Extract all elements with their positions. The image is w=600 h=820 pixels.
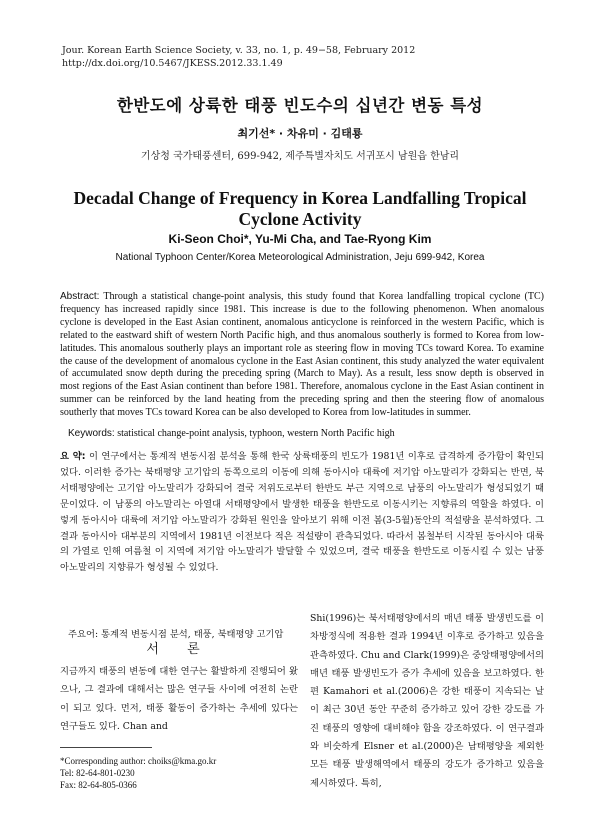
footnote [60,755,216,792]
english-title: Decadal Change of Frequency in Korea Landfalling Tropical Cyclone Activity [73,188,527,229]
intro-left-column: 지금까지 태풍의 변동에 대한 연구는 활발하게 진행되어 왔으나, 그 결과에 대해서는 많은 연구들 사이에 여전히 논란이 되고 있다. 먼저, 태풍 활동이 증가하는 추세에 있다는 연구들도 있다. Chan and [60,666,298,732]
journal-citation: Jour. Korean Earth Science Society, v. 33, no. 1, p. 49−58, February 2012 [62,45,416,56]
korean-keywords-text: 통계적 변동시점 분석, 태풍, 북태평양 고기압 [101,629,284,640]
telephone: Tel: 82-64-801-0230 [60,768,135,779]
fax: Fax: 82-64-805-0366 [60,780,137,791]
english-authors: Ki-Seon Choi*, Yu-Mi Cha, and Tae-Ryong Kim [168,232,432,246]
korean-affiliation: 기상청 국가태풍센터, 699-942, 제주특별자치도 서귀포시 남원읍 한남리 [140,151,460,162]
keywords [68,428,544,439]
keywords-label: Keywords: [68,428,115,439]
doi-link[interactable]: http://dx.doi.org/10.5467/JKESS.2012.33.1.49 [62,58,283,69]
abstract [60,291,544,420]
korean-keywords-label: 주요어: [68,629,99,640]
korean-abstract [60,449,544,576]
intro-right-column: Shi(1996)는 북서태평양에서의 매년 태풍 발생빈도를 이차방정식에 적용한 결과 1994년 이후로 증가하고 있음을 관측하였다. Chu and Clark(1999)은 중앙태평양에서의 매년 태풍 발생빈도가 증가 추세에 있음을 보고하였다. 한편 Kamahori et al.(2006)은 강한 태풍이 지속되는 날이 최근 30년 동안 꾸준히 증가하고 있어 강한 강도를 가진 태풍의 영향에 대비해야 함을 강조하였다. 이 연구결과와 비슷하게 Elsner et al.(2000)은 남태평양을 제외한 모든 태풍 발생해역에서 태풍의 강도가 증가하고 있음을 제시하였다. 특히, [310,613,544,789]
korean-abstract-label: 요 약: [60,451,86,462]
english-affiliation: National Typhoon Center/Korea Meteorological Administration, Jeju 699-942, Korea [115,252,485,263]
abstract-label: Abstract: [60,291,100,302]
korean-title: 한반도에 상륙한 태풍 빈도수의 십년간 변동 특성 [116,96,484,115]
abstract-text: Through a statistical change-point analysis, this study found that Korea landfalling tropical cyclone (TC) frequency has increased rapidly since 1981. This increase is due to the following phenomenon. When anomalous cyclone is developed in the East Asian continent, anomalous anticyclone is reinforced in the western Pacific, which is related to the eastward shift of western North Pacific high, and thus anomalous southerly is formed to Korea from low-latitudes. This anomalous southerly plays an important role as steering flow in moving TCs toward Korea. To examine the cause of the development of anomalous cyclone in the East Asian continent, this study analyzed the water equivalent of accumulated snow depth during the preceding spring (March to May). As a result, less snow depth is observed in most regions of the East Asian continent than before 1981. Therefore, anomalous cyclone in the East Asian continent in summer can be reinforced by the land heating from the preceding spring and then the steering flow of anomalous southerly that moves TCs toward Korea can be also developed to Korea from low-latitudes in summer. [60,291,544,419]
journal-header [62,44,415,70]
footnote-divider [60,747,152,748]
intro-heading: 서 론 [146,642,212,657]
keywords-text: statistical change-point analysis, typhoon, western North Pacific high [117,428,395,439]
korean-abstract-text: 이 연구에서는 통계적 변동시점 분석을 통해 한국 상륙태풍의 빈도가 1981년 이후로 급격하게 증가함이 확인되었다. 이러한 증가는 북태평양 고기압의 동쪽으로의 이동에 의해 동아시아 대륙에 저기압 아노말리가 강화되는 반면, 북서태평양에는 고기압 아노말리가 강화되어 결국 저위도로부터 한반도 부근 지역으로 남풍의 아노말리가 형성되었기 때문이었다. 이 남풍의 아노말리는 아열대 서태평양에서 발생한 태풍을 한반도로 이동시키는 지향류의 역할을 하였다. 이렇게 동아시아 대륙에 저기압 아노말리가 강화된 원인을 알아보기 위해 이전 봄(3-5월)동안의 적설량을 분석하였다. 그 결과 동아시아 대부분의 지역에서 1981년 이전보다 적은 적설량이 관측되었다. 따라서 봄철부터 시작된 동아시아 대륙의 가열로 인해 여름철 이 지역에 저기압 아노말리가 발달할 수 있었으며, 결국 태풍을 한반도로 이동시킬 수 있는 남풍 아노말리의 지향류가 형성될 수 있었다. [60,451,544,574]
korean-authors: 최기선* · 차유미 · 김태룡 [237,127,363,140]
corresponding-author: *Corresponding author: choiks@kma.go.kr [60,756,217,766]
